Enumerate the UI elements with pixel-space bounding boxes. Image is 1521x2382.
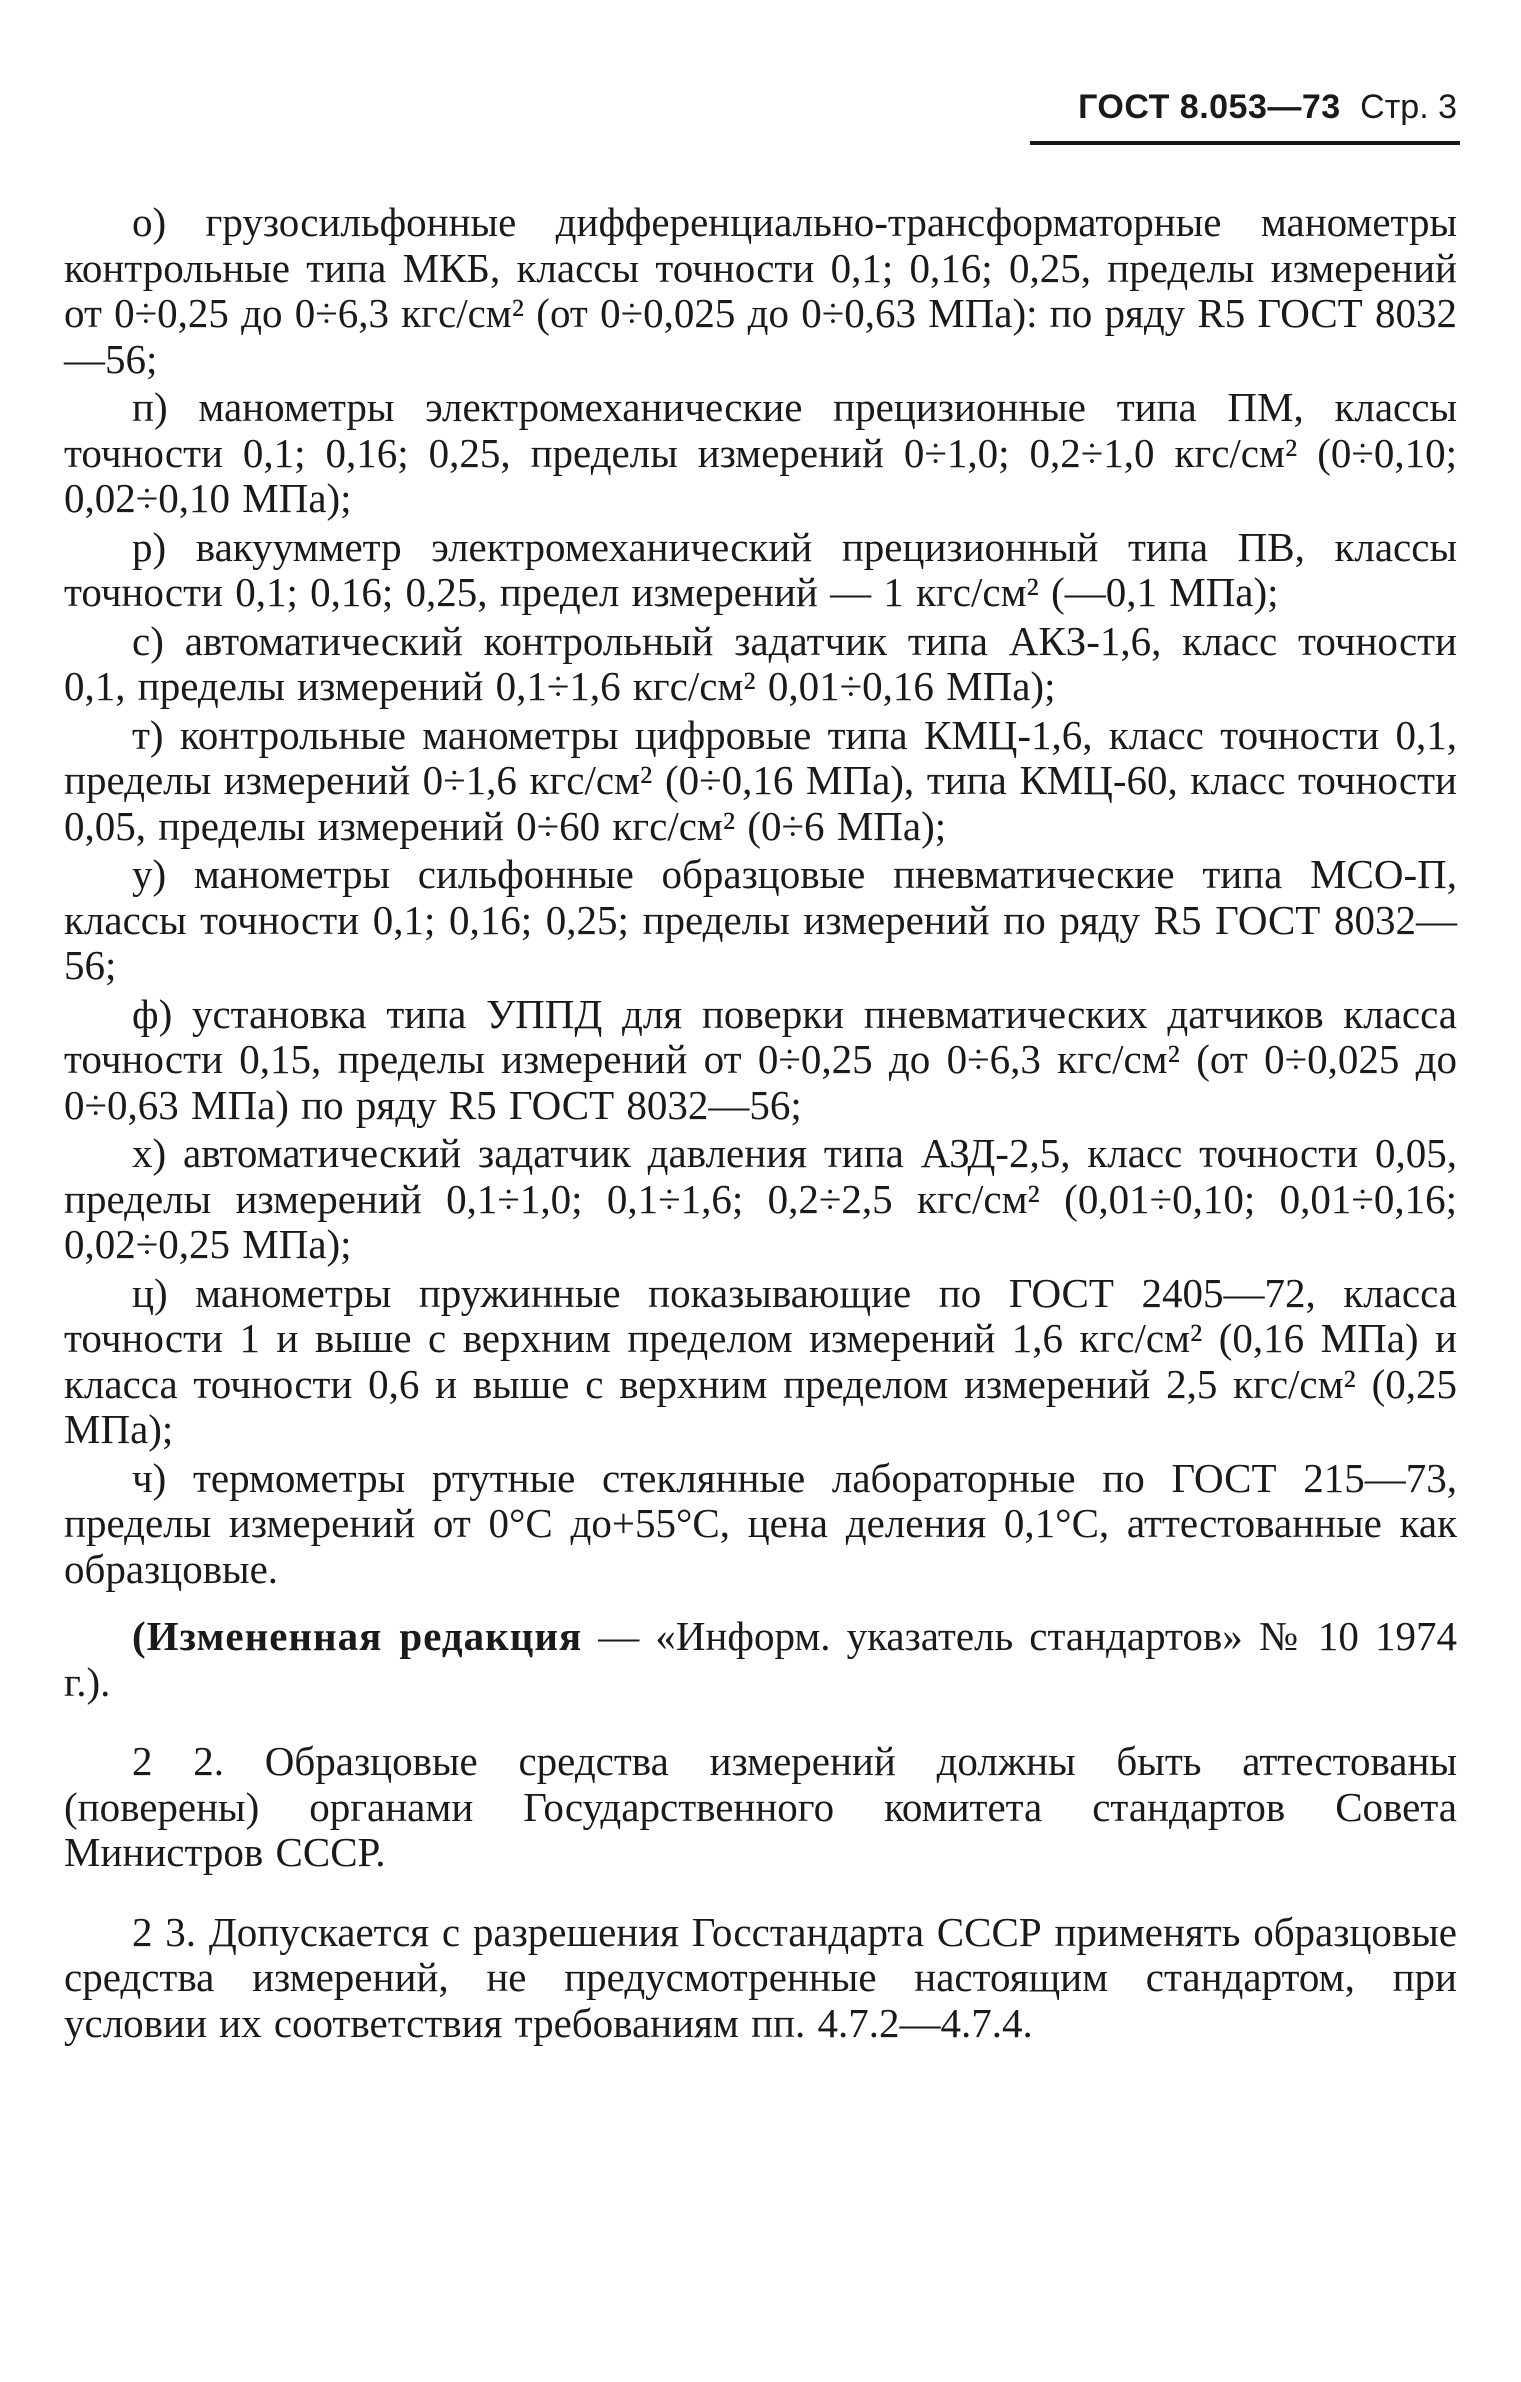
amendment-note bbox=[64, 1614, 1457, 1705]
list-item-p: п) манометры электромеханические прецизионные типа ПМ, классы точности 0,1; 0,16; 0,25, пределы измерений 0÷1,0; 0,2÷1,0 кгс/см² (0÷0,10; 0,02÷0,10 МПа); bbox=[64, 384, 1457, 521]
amendment-source: — «Информ. указатель стандартов» № 10 1974 г.). bbox=[64, 1613, 1457, 1705]
list-item-f: ф) установка типа УППД для поверки пневматических датчиков класса точности 0,15, пределы измерений от 0÷0,25 до 0÷6,3 кгс/см² (от 0÷0,025 до 0÷0,63 МПа) по ряду R5 ГОСТ 8032—56; bbox=[64, 990, 1457, 1128]
standard-number: ГОСТ 8.053—73 bbox=[1078, 88, 1341, 126]
amendment-label: (Измененная редакция bbox=[132, 1613, 583, 1659]
list-item-t: т) контрольные манометры цифровые типа КМЦ-1,6, класс точности 0,1, пределы измерений 0÷1,6 кгс/см² (0÷0,16 МПа), типа КМЦ-60, класс точности 0,05, пределы измерений 0÷60 кгс/см² (0÷6 МПа); bbox=[64, 711, 1457, 849]
document-body bbox=[64, 200, 1457, 2049]
page-header bbox=[1078, 88, 1457, 127]
header-rule bbox=[1030, 141, 1460, 145]
list-item-h: х) автоматический задатчик давления типа АЗД-2,5, класс точности 0,05, пределы измерений 0,1÷1,0; 0,1÷1,6; 0,2÷2,5 кгс/см² (0,01÷0,10; 0,01÷0,16; 0,02÷0,25 МПа); bbox=[64, 1130, 1457, 1267]
list-item-o: о) грузосильфонные дифференциально-трансформаторные манометры контрольные типа МКБ, классы точности 0,1; 0,16; 0,25, пределы измерений от 0÷0,25 до 0÷6,3 кгс/см² (от 0÷0,025 до 0÷0,63 МПа): по ряду R5 ГОСТ 8032—56; bbox=[64, 199, 1457, 382]
clause-2-2: 2 2. Образцовые средства измерений должны быть аттестованы (поверены) органами Государственного комитета стандартов Совета Министров СССР. bbox=[64, 1738, 1457, 1875]
list-item-u: у) манометры сильфонные образцовые пневматические типа МСО-П, классы точности 0,1; 0,16; 0,25; пределы измерений по ряду R5 ГОСТ 8032—56; bbox=[64, 851, 1457, 988]
clause-2-3: 2 3. Допускается с разрешения Госстандарта СССР применять образцовые средства измерений, не предусмотренные настоящим стандартом, при условии их соответствия требованиям пп. 4.7.2—4.7.4. bbox=[64, 1908, 1457, 2046]
list-item-ts: ц) манометры пружинные показывающие по ГОСТ 2405—72, класса точности 1 и выше с верхним пределом измерений 1,6 кгс/см² (0,16 МПа) и класса точности 0,6 и выше с верхним пределом измерений 2,5 кгс/см² (0,25 МПа); bbox=[64, 1269, 1457, 1452]
list-item-s: с) автоматический контрольный задатчик типа АКЗ-1,6, класс точности 0,1, пределы измерений 0,1÷1,6 кгс/см² 0,01÷0,16 МПа); bbox=[64, 617, 1457, 709]
page-number: Стр. 3 bbox=[1360, 88, 1457, 126]
list-item-ch: ч) термометры ртутные стеклянные лабораторные по ГОСТ 215—73, пределы измерений от 0°С до+55°С, цена деления 0,1°С, аттестованные как образцовые. bbox=[64, 1454, 1457, 1592]
list-item-r: р) вакуумметр электромеханический прецизионный типа ПВ, классы точности 0,1; 0,16; 0,25, предел измерений — 1 кгс/см² (—0,1 МПа); bbox=[64, 523, 1457, 615]
